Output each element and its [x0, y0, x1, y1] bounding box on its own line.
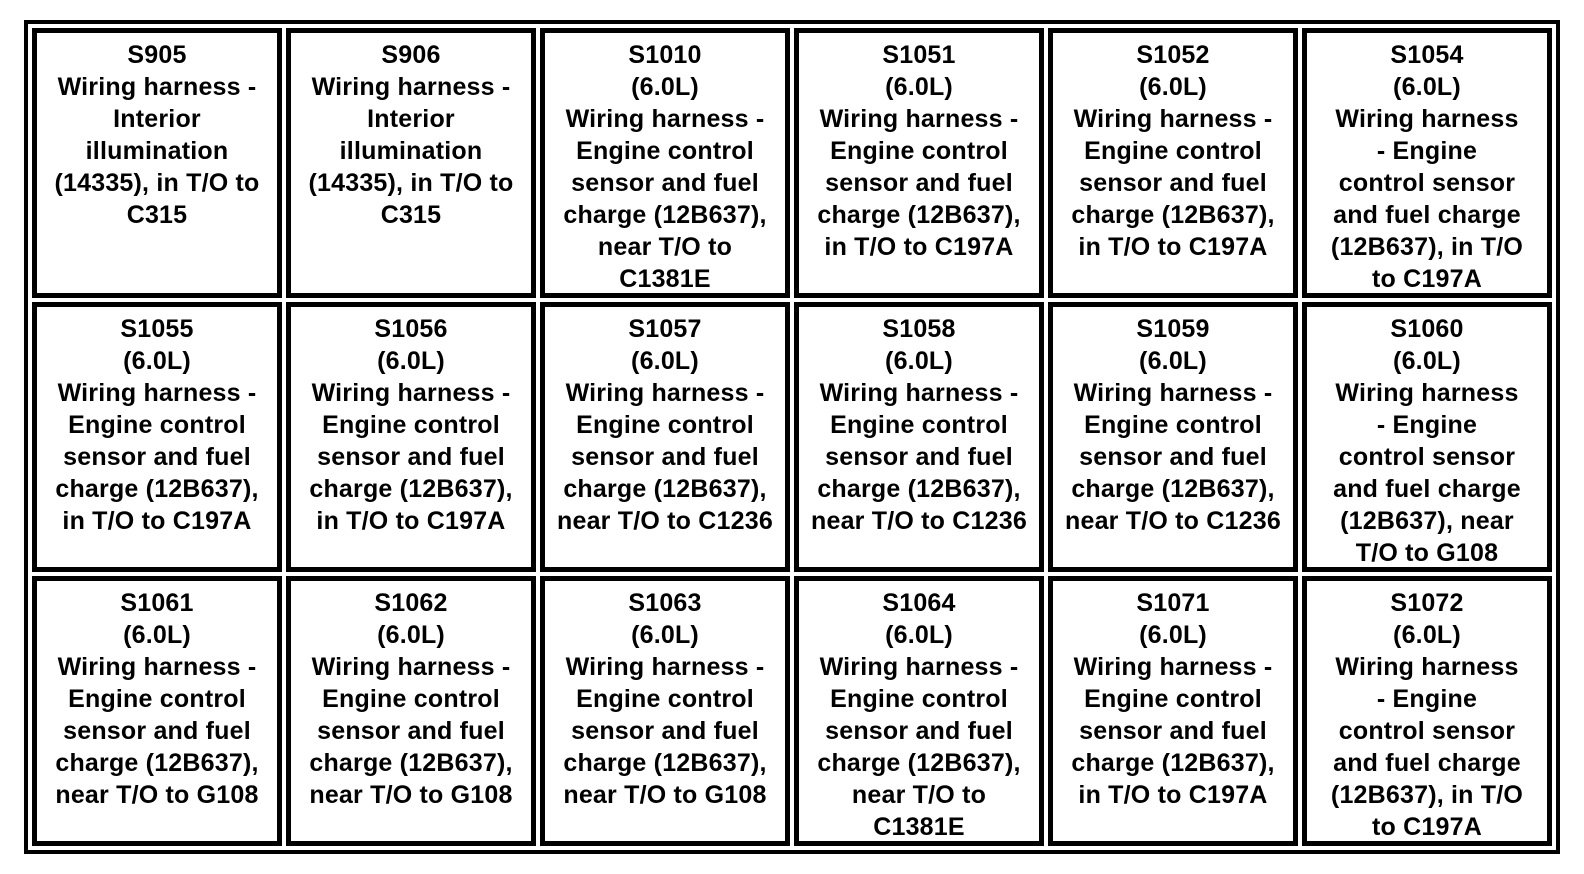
splice-description: (6.0L) Wiring harness - Engine control sensor and fuel charge (12B637), near T/O to C1236: [1065, 347, 1281, 535]
splice-id: S906: [381, 41, 441, 69]
splice-cell: [540, 576, 790, 846]
splice-cell: [1048, 576, 1298, 846]
splice-id: S1010: [628, 41, 702, 69]
splice-description: (6.0L) Wiring harness - Engine control sensor and fuel charge (12B637), near T/O to C1236: [557, 347, 773, 535]
splice-description: (6.0L) Wiring harness - Engine control sensor and fuel charge (12B637), near T/O to G108: [309, 621, 513, 809]
splice-cell: [32, 576, 282, 846]
splice-description: (6.0L) Wiring harness - Engine control sensor and fuel charge (12B637), near T/O to C1381E: [563, 73, 767, 293]
splice-id: S1062: [374, 589, 448, 617]
splice-cell: [540, 28, 790, 298]
splice-description: (6.0L) Wiring harness - Engine control sensor and fuel charge (12B637), near T/O to C1236: [811, 347, 1027, 535]
splice-table: [24, 20, 1560, 854]
splice-description: (6.0L) Wiring harness - Engine control sensor and fuel charge (12B637), in T/O to C197A: [309, 347, 513, 535]
splice-grid: [32, 28, 1552, 846]
splice-cell: [32, 28, 282, 298]
splice-description: (6.0L) Wiring harness - Engine control sensor and fuel charge (12B637), in T/O to C197A: [1071, 73, 1275, 261]
splice-description: (6.0L) Wiring harness - Engine control sensor and fuel charge (12B637), in T/O to C197A: [817, 73, 1021, 261]
splice-id: S1057: [628, 315, 702, 343]
splice-cell: [794, 28, 1044, 298]
splice-id: S1059: [1136, 315, 1210, 343]
splice-cell: [32, 302, 282, 572]
splice-description: (6.0L) Wiring harness - Engine control sensor and fuel charge (12B637), in T/O to C197A: [55, 347, 259, 535]
splice-cell: [794, 302, 1044, 572]
splice-id: S1056: [374, 315, 448, 343]
splice-id: S1071: [1136, 589, 1210, 617]
splice-id: S1060: [1390, 315, 1464, 343]
splice-cell: [286, 28, 536, 298]
splice-cell: [1048, 302, 1298, 572]
splice-cell: [540, 302, 790, 572]
splice-description: (6.0L) Wiring harness - Engine control sensor and fuel charge (12B637), in T/O to C197A: [1071, 621, 1275, 809]
splice-id: S1072: [1390, 589, 1464, 617]
splice-cell: [1048, 28, 1298, 298]
splice-description: (6.0L) Wiring harness - Engine control sensor and fuel charge (12B637), in T/O to C197A: [1330, 73, 1524, 293]
splice-cell: [1302, 576, 1552, 846]
splice-id: S1058: [882, 315, 956, 343]
splice-description: (6.0L) Wiring harness - Engine control sensor and fuel charge (12B637), near T/O to G108: [55, 621, 259, 809]
splice-description: (6.0L) Wiring harness - Engine control sensor and fuel charge (12B637), near T/O to C1381E: [817, 621, 1021, 841]
splice-cell: [794, 576, 1044, 846]
splice-cell: [1302, 302, 1552, 572]
splice-description: (6.0L) Wiring harness - Engine control sensor and fuel charge (12B637), in T/O to C197A: [1330, 621, 1524, 841]
splice-id: S1054: [1390, 41, 1464, 69]
splice-description: (6.0L) Wiring harness - Engine control sensor and fuel charge (12B637), near T/O to G108: [1333, 347, 1521, 567]
splice-cell: [286, 576, 536, 846]
splice-description: Wiring harness - Interior illumination (14335), in T/O to C315: [308, 73, 514, 229]
splice-id: S1051: [882, 41, 956, 69]
splice-id: S1063: [628, 589, 702, 617]
splice-description: Wiring harness - Interior illumination (14335), in T/O to C315: [54, 73, 260, 229]
splice-id: S1055: [120, 315, 194, 343]
splice-cell: [1302, 28, 1552, 298]
splice-id: S905: [127, 41, 187, 69]
splice-cell: [286, 302, 536, 572]
splice-id: S1064: [882, 589, 956, 617]
splice-id: S1052: [1136, 41, 1210, 69]
splice-id: S1061: [120, 589, 194, 617]
splice-description: (6.0L) Wiring harness - Engine control sensor and fuel charge (12B637), near T/O to G108: [563, 621, 767, 809]
